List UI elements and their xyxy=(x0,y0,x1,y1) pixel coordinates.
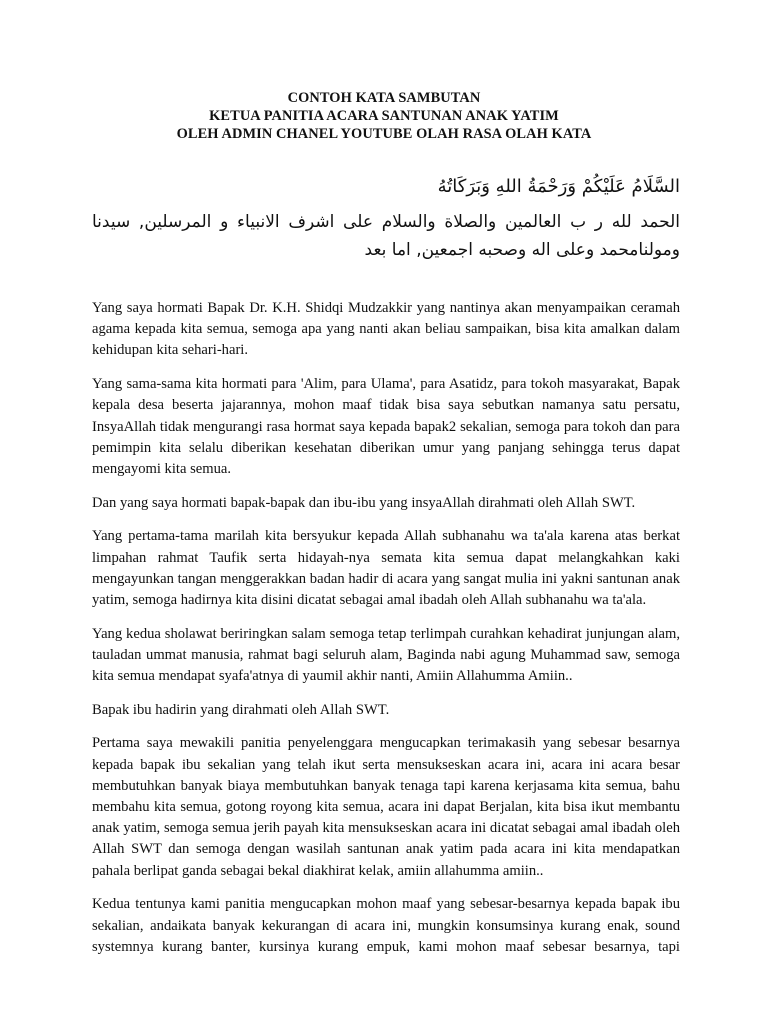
paragraph-8: Kedua tentunya kami panitia mengucapkan mohon maaf yang sebesar-besarnya kepada bapak ibu sekalian, andaikata banyak kekurangan di acara ini, mungkin konsumsinya kurang enak, sound systemnya kurang banter, kursinya kurang empuk, kami mohon maaf sebesar besarnya, tapi xyxy=(92,896,680,955)
paragraph-6: Bapak ibu hadirin yang dirahmati oleh Allah SWT. xyxy=(92,701,390,718)
arabic-greeting: السَّلَامُ عَلَيْكُمْ وَرَحْمَةُ اللهِ وَبَرَكَاتُهُ xyxy=(437,176,680,197)
document-title xyxy=(0,89,768,143)
speech-body xyxy=(92,298,680,970)
title-line-2: KETUA PANITIA ACARA SANTUNAN ANAK YATIM xyxy=(209,108,559,124)
paragraph-5: Yang kedua sholawat beriringkan salam semoga tetap terlimpah curahkan kehadirat junjungan alam, tauladan ummat manusia, rahmat bagi seluruh alam, Baginda nabi agung Muhammad saw, semoga kita semua mendapat syafa'atnya di yaumil akhir nanti, Amiin Allahumma Amiin.. xyxy=(92,625,680,685)
paragraph-1: Yang saya hormati Bapak Dr. K.H. Shidqi Mudzakkir yang nantinya akan menyampaikan ceramah agama kepada kita semua, semoga apa yang nanti akan beliau sampaikan, bisa kita amalkan dalam kehidupan kita sehari-hari. xyxy=(92,300,680,359)
title-line-1: CONTOH KATA SAMBUTAN xyxy=(287,90,481,106)
paragraph-4: Yang pertama-tama marilah kita bersyukur kepada Allah subhanahu wa ta'ala karena atas berkat limpahan rahmat Taufik serta hidayah-nya semata kita semua dapat melangkahkan kaki mengayunkan tangan menggerakkan badan hadir di acara yang sangat mulia ini yakni santunan anak yatim, semoga hadirnya kita disini dicatat sebagai amal ibadah oleh Allah subhanahu wa ta'ala. xyxy=(92,528,680,608)
title-line-3: OLEH ADMIN CHANEL YOUTUBE OLAH RASA OLAH KATA xyxy=(176,126,592,142)
arabic-hamdalah: الحمد لله ر ب العالمين والصلاة والسلام على اشرف الانبياء و المرسلين, سيدنا ومولنامحمد وعلى اله وصحبه اجمعين, اما بعد xyxy=(92,212,680,260)
paragraph-2: Yang sama-sama kita hormati para 'Alim, para Ulama', para Asatidz, para tokoh masyarakat, Bapak kepala desa beserta jajarannya, mohon maaf tidak bisa saya sebutkan namanya satu persatu, InsyaAllah tidak mengurangi rasa hormat saya kepada bapak2 sekalian, semoga para tokoh dan para pemimpin kita selalu diberikan kesehatan diberikan umur yang panjang sehingga terus dapat mengayomi kita semua. xyxy=(92,376,680,477)
paragraph-3: Dan yang saya hormati bapak-bapak dan ibu-ibu yang insyaAllah dirahmati oleh Allah SWT. xyxy=(92,494,636,511)
paragraph-7: Pertama saya mewakili panitia penyelenggara mengucapkan terimakasih yang sebesar besarnya kepada bapak ibu sekalian yang telah ikut serta mensukseskan acara ini, acara ini acara besar membutuhkan banyak biaya membutuhkan banyak tenaga tapi karena kerjasama kita semua, bahu membahu kita semua, gotong royong kita semua, acara ini dapat Berjalan, kita bisa ikut membantu anak yatim, semoga semua jerih payah kita mensukseskan acara ini dicatat sebagai amal ibadah oleh Allah SWT dan semoga dengan wasilah santunan anak yatim pada acara ini kita mendapatkan pahala berlipat ganda sebagai bekal diakhirat kelak, amiin allahumma amiin.. xyxy=(92,735,680,879)
